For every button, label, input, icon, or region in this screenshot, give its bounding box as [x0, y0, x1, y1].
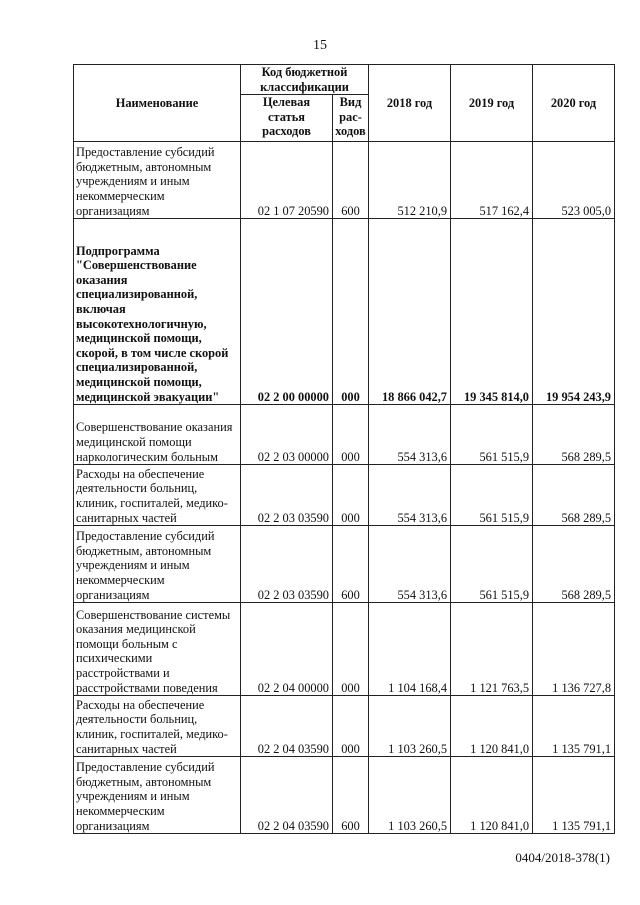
table-row [74, 219, 615, 405]
row-2019: 1 121 763,5 [451, 603, 533, 696]
row-vid: 000 [333, 465, 369, 526]
page-number: 15 [313, 38, 327, 53]
header-target-article: Целевая статья расходов [241, 95, 333, 142]
header-2018: 2018 год [369, 65, 451, 142]
header-name: Наименование [74, 65, 241, 142]
row-code: 02 2 04 00000 [241, 603, 333, 696]
row-2019: 1 120 841,0 [451, 696, 533, 757]
row-2018: 1 104 168,4 [369, 603, 451, 696]
header-2020: 2020 год [533, 65, 615, 142]
table-row [74, 405, 615, 465]
row-2018: 18 866 042,7 [369, 219, 451, 405]
table-row [74, 696, 615, 757]
row-2020: 1 135 791,1 [533, 696, 615, 757]
row-2019: 19 345 814,0 [451, 219, 533, 405]
budget-table [73, 64, 615, 834]
row-2020: 1 136 727,8 [533, 603, 615, 696]
table-row [74, 757, 615, 834]
row-code: 02 2 04 03590 [241, 696, 333, 757]
row-vid: 000 [333, 696, 369, 757]
row-vid: 000 [333, 603, 369, 696]
row-2019: 561 515,9 [451, 526, 533, 603]
row-code: 02 2 03 03590 [241, 526, 333, 603]
row-name: Предоставление субсидий бюджетным, автономным учреждениям и иным некоммерческим организациям [74, 757, 241, 834]
row-2019: 561 515,9 [451, 405, 533, 465]
table-row [74, 142, 615, 219]
row-name: Подпрограмма "Совершенствование оказания специализированной, включая высокотехнологичную, медицинской помощи, скорой, в том числе скорой специализированной, медицинской помощи, медицинской эвакуации" [74, 219, 241, 405]
row-2020: 568 289,5 [533, 465, 615, 526]
row-2020: 523 005,0 [533, 142, 615, 219]
row-vid: 000 [333, 219, 369, 405]
row-name: Совершенствование оказания медицинской помощи наркологическим больным [74, 405, 241, 465]
table-row [74, 603, 615, 696]
row-2020: 19 954 243,9 [533, 219, 615, 405]
document-code: 0404/2018-378(1) [515, 850, 610, 865]
row-2018: 554 313,6 [369, 405, 451, 465]
row-2019: 561 515,9 [451, 465, 533, 526]
row-code: 02 2 00 00000 [241, 219, 333, 405]
row-name: Расходы на обеспечение деятельности больниц, клиник, госпиталей, медико-санитарных частей [74, 465, 241, 526]
row-vid: 000 [333, 405, 369, 465]
row-code: 02 2 04 03590 [241, 757, 333, 834]
row-2020: 568 289,5 [533, 405, 615, 465]
row-name: Предоставление субсидий бюджетным, автономным учреждениям и иным некоммерческим организациям [74, 142, 241, 219]
row-code: 02 1 07 20590 [241, 142, 333, 219]
row-vid: 600 [333, 757, 369, 834]
row-name: Расходы на обеспечение деятельности больниц, клиник, госпиталей, медико-санитарных частей [74, 696, 241, 757]
row-2018: 1 103 260,5 [369, 757, 451, 834]
row-2018: 554 313,6 [369, 465, 451, 526]
row-vid: 600 [333, 526, 369, 603]
row-2019: 517 162,4 [451, 142, 533, 219]
row-name: Совершенствование системы оказания медицинской помощи больным с психическими расстройствами и расстройствами поведения [74, 603, 241, 696]
table-row [74, 465, 615, 526]
header-2019: 2019 год [451, 65, 533, 142]
header-expense-type: Вид рас-ходов [333, 95, 369, 142]
row-2018: 512 210,9 [369, 142, 451, 219]
row-name: Предоставление субсидий бюджетным, автономным учреждениям и иным некоммерческим организациям [74, 526, 241, 603]
row-2018: 1 103 260,5 [369, 696, 451, 757]
row-2018: 554 313,6 [369, 526, 451, 603]
table-row [74, 526, 615, 603]
row-2020: 1 135 791,1 [533, 757, 615, 834]
row-2019: 1 120 841,0 [451, 757, 533, 834]
row-vid: 600 [333, 142, 369, 219]
row-2020: 568 289,5 [533, 526, 615, 603]
header-kbk-group: Код бюджетной классификации [241, 65, 369, 95]
row-code: 02 2 03 03590 [241, 465, 333, 526]
row-code: 02 2 03 00000 [241, 405, 333, 465]
